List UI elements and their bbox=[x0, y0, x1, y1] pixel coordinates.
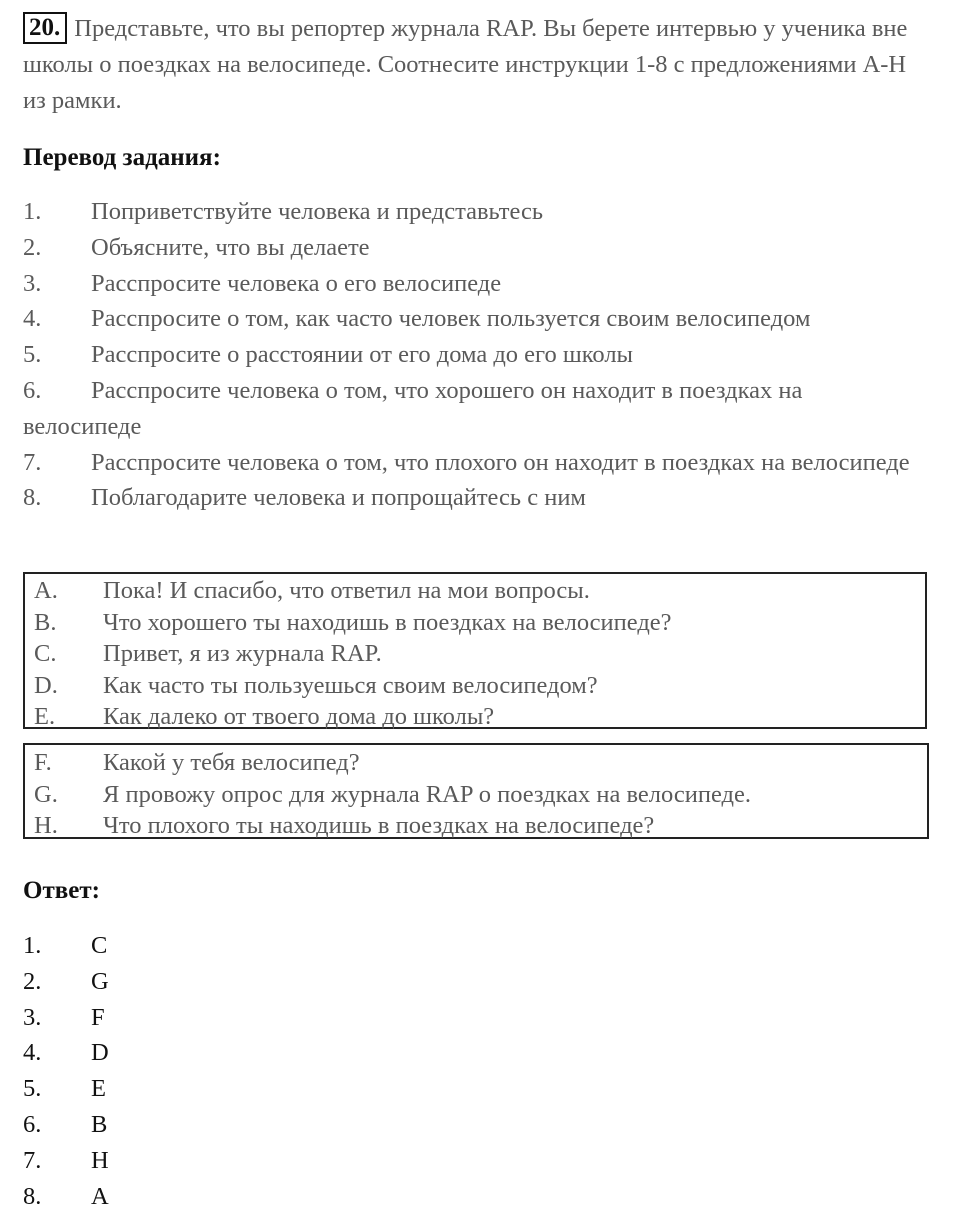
answer-number: 4. bbox=[23, 1039, 42, 1067]
list-item bbox=[23, 480, 923, 516]
phrase-row bbox=[34, 747, 927, 779]
phrase-text: Пока! И спасибо, что ответил на мои вопросы. bbox=[103, 577, 590, 604]
item-number: 1. bbox=[23, 198, 42, 225]
answer-value: A bbox=[91, 1182, 109, 1210]
phrase-row bbox=[34, 810, 927, 842]
answer-value: G bbox=[91, 967, 109, 995]
answer-item bbox=[23, 1000, 109, 1036]
list-item bbox=[23, 230, 923, 266]
item-text: Расспросите человека о его велосипеде bbox=[91, 269, 502, 297]
answer-number: 5. bbox=[23, 1075, 42, 1103]
phrase-text: Как далеко от твоего дома до школы? bbox=[103, 703, 495, 730]
answer-value: F bbox=[91, 1003, 105, 1031]
answer-item bbox=[23, 928, 109, 964]
task-text: Представьте, что вы репортер журнала RAP. Вы берете интервью у ученика вне школы о поездках на велосипеде. Соотнесите инструкции 1-8 с предложениями A-H из рамки. bbox=[23, 15, 908, 114]
list-item bbox=[23, 266, 923, 302]
answer-value: B bbox=[91, 1110, 108, 1138]
instructions-list bbox=[23, 194, 923, 516]
list-item bbox=[23, 194, 923, 230]
answer-number: 3. bbox=[23, 1003, 42, 1031]
task-intro bbox=[23, 11, 923, 118]
answer-item bbox=[23, 1071, 109, 1107]
answer-item bbox=[23, 1143, 109, 1179]
phrase-row bbox=[34, 638, 925, 670]
answer-item bbox=[23, 964, 109, 1000]
item-number: 3. bbox=[23, 269, 42, 297]
item-text: Расспросите человека о том, что хорошего он находит в поездках на велосипеде bbox=[23, 376, 803, 440]
phrase-letter: D. bbox=[34, 671, 58, 699]
item-text: Расспросите о расстоянии от его дома до его школы bbox=[91, 341, 634, 369]
answer-value: D bbox=[91, 1039, 109, 1067]
answer-heading: Ответ: bbox=[23, 877, 100, 904]
item-text: Поприветствуйте человека и представьтесь bbox=[91, 198, 544, 225]
phrase-letter: F. bbox=[34, 749, 52, 776]
answer-number: 2. bbox=[23, 967, 42, 995]
item-number: 4. bbox=[23, 305, 42, 333]
answer-number: 6. bbox=[23, 1110, 42, 1138]
translation-heading: Перевод задания: bbox=[23, 144, 221, 171]
answer-value: H bbox=[91, 1146, 109, 1174]
phrase-row bbox=[34, 607, 925, 639]
answer-number: 7. bbox=[23, 1146, 42, 1174]
phrase-letter: G. bbox=[34, 780, 58, 808]
phrase-text: Привет, я из журнала RAP. bbox=[103, 640, 382, 667]
task-number: 20. bbox=[23, 12, 67, 44]
item-number: 2. bbox=[23, 233, 42, 261]
phrase-row bbox=[34, 575, 925, 607]
phrase-row bbox=[34, 779, 927, 811]
phrase-text: Какой у тебя велосипед? bbox=[103, 749, 360, 776]
phrase-text: Как часто ты пользуешься своим велосипедом? bbox=[103, 671, 598, 699]
list-item bbox=[23, 301, 923, 337]
answers-list bbox=[23, 928, 109, 1214]
item-text: Расспросите человека о том, что плохого он находит в поездках на велосипеде bbox=[91, 448, 910, 476]
item-text: Поблагодарите человека и попрощайтесь с ним bbox=[91, 484, 586, 512]
item-number: 8. bbox=[23, 484, 42, 512]
answer-number: 1. bbox=[23, 932, 42, 959]
answer-value: E bbox=[91, 1075, 106, 1103]
phrase-row bbox=[34, 701, 925, 733]
phrase-row bbox=[34, 670, 925, 702]
item-number: 5. bbox=[23, 341, 42, 369]
list-item bbox=[23, 445, 923, 481]
list-item bbox=[23, 373, 923, 445]
phrases-box-f-h bbox=[23, 743, 929, 839]
answer-item bbox=[23, 1035, 109, 1071]
answer-number: 8. bbox=[23, 1182, 42, 1210]
item-number: 7. bbox=[23, 448, 42, 476]
answer-item bbox=[23, 1179, 109, 1215]
phrase-letter: B. bbox=[34, 608, 57, 636]
phrase-text: Что плохого ты находишь в поездках на велосипеде? bbox=[103, 812, 655, 839]
answer-value: C bbox=[91, 932, 108, 959]
phrase-letter: E. bbox=[34, 703, 56, 730]
list-item bbox=[23, 337, 923, 373]
item-text: Объясните, что вы делаете bbox=[91, 233, 370, 261]
phrase-letter: A. bbox=[34, 577, 58, 604]
phrases-box-a-e bbox=[23, 572, 927, 729]
phrase-text: Я провожу опрос для журнала RAP о поездках на велосипеде. bbox=[103, 780, 752, 808]
phrase-letter: H. bbox=[34, 812, 58, 839]
item-number: 6. bbox=[23, 376, 42, 404]
item-text: Расспросите о том, как часто человек пользуется своим велосипедом bbox=[91, 305, 811, 333]
phrase-text: Что хорошего ты находишь в поездках на велосипеде? bbox=[103, 608, 672, 636]
phrase-letter: C. bbox=[34, 640, 57, 667]
answer-item bbox=[23, 1107, 109, 1143]
